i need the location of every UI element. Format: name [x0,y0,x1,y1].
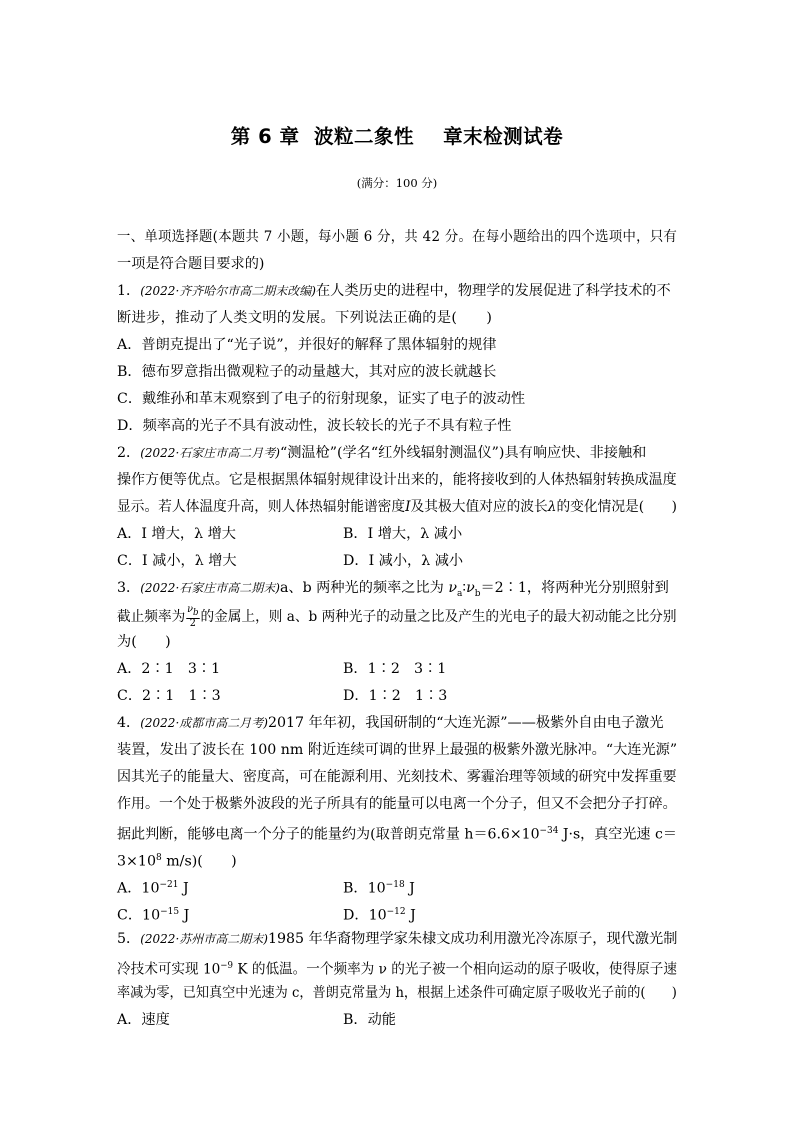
question-4-line6 [117,849,237,871]
question-1-option-d: D．频率高的光子不具有波动性，波长较长的光子不具有粒子性 [117,418,512,434]
question-2-option-b: B．I 增大，λ 减小 [343,526,463,542]
question-2-option-d: D．I 减小，λ 减小 [343,553,464,569]
exponent: −18 [385,880,405,890]
subscript-a: a [457,588,463,599]
question-5-option-a: A．速度 [117,1012,170,1028]
ratio-colon: ∶ [462,580,467,596]
question-4-option-d [343,903,416,925]
question-4-option-b [343,876,415,898]
subscript-b: b [474,588,481,599]
symbol-lambda: λ [547,499,557,515]
option-text: C．10 [117,907,161,924]
option-unit: J [178,880,189,897]
question-stem-text: 据此判断，能够电离一个分子的能量约为(取普朗克常量 h＝6.6×10 [117,826,540,843]
question-1-option-a: A．普朗克提出了“光子说”，并很好的解释了黑体辐射的规律 [117,337,497,353]
question-number: 2． [117,445,141,461]
exponent: 8 [155,853,162,863]
question-source: (2022·石家庄市高二期末) [140,581,280,595]
question-4-line5 [117,822,677,844]
fraction-denominator: 2 [189,618,196,629]
question-4-line3: 因其光子的能量大、密度高，可在能源利用、光刻技术、雾霾治理等领域的研究中发挥重要 [117,769,677,785]
question-5-line2 [117,957,677,979]
option-text: D．10 [343,907,387,924]
question-stem-text: 冷技术可实现 10 [117,961,221,978]
question-3-option-b: B．1∶2 3∶1 [343,661,447,677]
question-1-option-b: B．德布罗意指出微观粒子的动量越大，其对应的波长就越长 [117,364,497,380]
option-text: B．10 [343,880,386,897]
exponent: −21 [159,880,179,890]
question-4-line2: 装置，发出了波长在 100 nm 附近连续可调的世界上最强的极紫外激光脉冲。“大连光源” [117,742,678,758]
symbol-nu: ν [448,580,457,596]
section-heading-line2: 一项是符合题目要求的) [117,256,265,272]
question-3-line1 [117,579,669,603]
question-number: 4． [117,715,141,731]
fraction-numerator [186,605,199,619]
question-stem-text: 的金属上，则 a、b 两种光子的动量之比及产生的光电子的最大初动能之比分别 [200,609,677,625]
question-2-line1 [117,444,646,462]
question-5-line3: 率减为零，已知真空中光速为 c，普朗克常量为 h，根据上述条件可确定原子吸收光子前的( ) [117,985,677,1001]
question-2-line3 [117,498,677,516]
page-title: 第 6 章 波粒二象性 章末检测试卷 [230,125,564,148]
question-4-line4: 作用。一个处于极紫外波段的光子所具有的能量可以电离一个分子，但又不会把分子打碎。 [117,796,677,812]
question-number: 3． [117,580,141,596]
question-5-option-b: B．动能 [343,1012,396,1028]
question-stem: 在人类历史的进程中，物理学的发展促进了科学技术的不 [315,283,671,299]
question-1-line1 [117,282,671,300]
question-source: (2022·齐齐哈尔市高二期末改编) [140,284,316,298]
question-2-option-c: C．I 减小，λ 增大 [117,553,237,569]
exponent: −15 [160,907,180,917]
question-4-line1 [117,714,664,732]
question-stem-text: 3×10 [117,853,156,870]
question-3-line2 [117,602,676,632]
question-5-line1 [117,930,677,948]
question-stem-text: ＝2∶1，将两种光分别照射到 [480,580,669,596]
question-1-line2: 断进步，推动了人类文明的发展。下列说法正确的是( ) [117,310,493,326]
question-stem-text: m/s)( ) [161,853,237,870]
question-2-option-a: A．I 增大，λ 增大 [117,526,236,542]
question-source: (2022·成都市高二月考) [140,716,268,730]
option-unit: J [405,907,416,924]
question-number: 1． [117,283,141,299]
question-4-option-a [117,876,189,898]
symbol-nu: ν [187,604,194,615]
exponent: −9 [220,961,234,971]
question-3-option-a: A．2∶1 3∶1 [117,661,221,677]
exponent: −34 [539,826,559,836]
question-stem-text: 及其极大值对应的波长 [410,499,548,515]
symbol-i: I [405,499,411,515]
question-number: 5． [117,931,141,947]
question-source: (2022·石家庄市高二月考) [140,446,280,460]
question-1-option-c: C．戴维孙和革末观察到了电子的衍射现象，证实了电子的波动性 [117,391,526,407]
symbol-nu: ν [466,580,475,596]
question-3-option-c: C．2∶1 1∶3 [117,688,221,704]
question-stem-text: 显示。若人体温度升高，则人体热辐射能谱密度 [117,499,406,515]
question-stem: “测温枪”(学名“红外线辐射测温仪”)具有响应快、非接触和 [279,445,647,461]
section-heading-line1: 一、单项选择题(本题共 7 小题，每小题 6 分，共 42 分。在每小题给出的四个选项中，只有 [117,229,678,245]
question-stem-text: K 的低温。一个频率为 ν 的光子被一个相向运动的原子吸收，使得原子速 [233,961,677,978]
option-text: A．10 [117,880,160,897]
question-3-option-d: D．1∶2 1∶3 [343,688,448,704]
subscript-b: b [193,608,199,618]
question-3-line3: 为( ) [117,634,171,650]
question-stem-text: a、b 两种光的频率之比为 [279,580,449,596]
question-source: (2022·苏州市高二期末) [140,932,268,946]
option-unit: J [404,880,415,897]
question-2-line2: 操作方便等优点。它是根据黑体辐射规律设计出来的，能将接收到的人体热辐射转换成温度 [117,472,677,488]
question-4-option-c [117,903,189,925]
question-stem-text: 截止频率为 [117,609,186,625]
option-unit: J [179,907,190,924]
question-stem-text: 的变化情况是( ) [556,499,677,515]
fraction-nu-b-over-2 [186,605,199,629]
question-stem: 1985 年华裔物理学家朱棣文成功利用激光冷冻原子，现代激光制 [267,931,678,947]
exponent: −12 [386,907,406,917]
question-stem-text: J·s，真空光速 c＝ [558,826,677,843]
score-note: (满分：100 分) [356,176,438,190]
question-stem: 2017 年年初，我国研制的“大连光源”——极紫外自由电子激光 [267,715,664,731]
